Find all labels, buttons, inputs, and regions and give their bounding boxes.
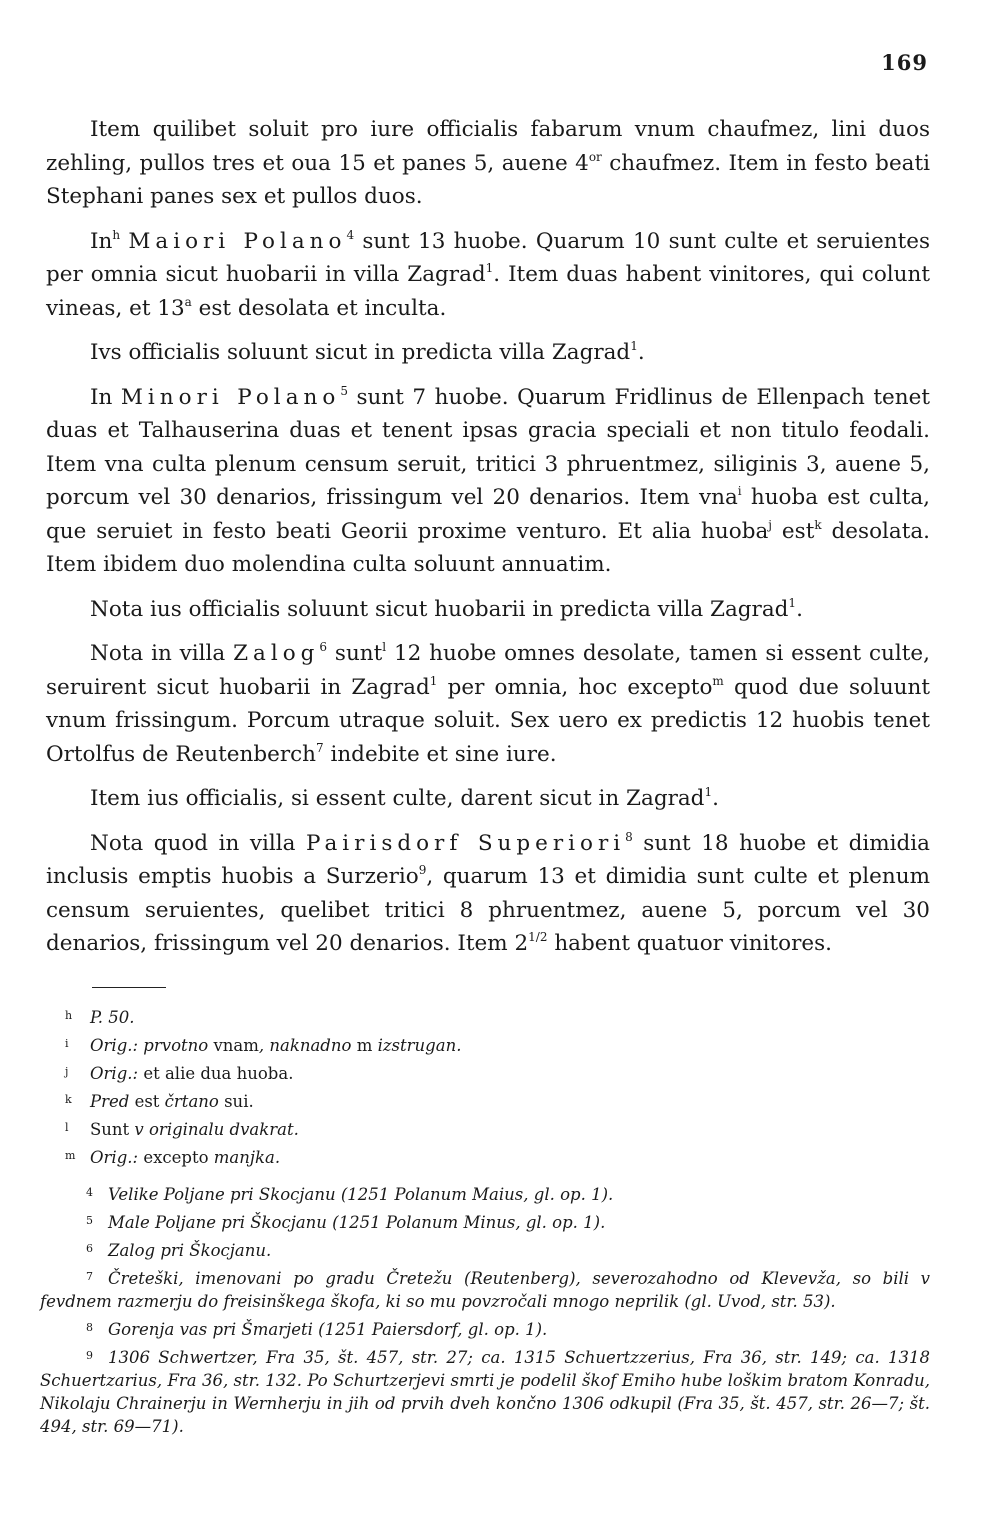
- paragraph-5: Nota ius officialis soluunt sicut huobarii in predicta villa Zagrad$^1$.: [90, 595, 803, 622]
- page-number: 169: [881, 50, 928, 75]
- footnote-6: 6 Zalog pri Škocjanu.: [86, 1241, 272, 1260]
- place-name: Minori Polano: [120, 384, 341, 410]
- main-text: [46, 113, 930, 972]
- paragraph-2: In$^h$ Maiori Polano$^4$ sunt 13 huobe. Quarum 10 sunt culte et seruientes per omnia sicut huobarii in villa Zagrad$^1$. Item duas habent vinitores, qui colunt vineas, et 13$^a$ est desolata et inculta.: [46, 227, 930, 321]
- paragraph-1: Item quilibet soluit pro iure officialis fabarum vnum chaufmez, lini duos zehling, pullos tres et oua 15 et panes 5, auene $4^{or}$ chaufmez. Item in festo beati Stephani panes sex et pullos duos.: [46, 117, 931, 209]
- place-name: Maiori Polano: [128, 228, 347, 254]
- footnote-m: m Orig.: excepto manjka.: [65, 1148, 281, 1167]
- paragraph-4: In Minori Polano$^5$ sunt 7 huobe. Quarum Fridlinus de Ellenpach tenet duas et Talhauserina duas et tenent ipsas gracia speciali et non titulo feodali. Item vna culta plenum censum seruit, tritici 3 phruentmez, siliginis 3, auene 5, porcum vel 30 denarios, frissingum vel 20 denarios. Item vna$^i$ huoba est culta, que seruiet in festo beati Georii proxime venturo. Et alia huoba$^j$ est$^k$ desolata. Item ibidem duo molendina culta soluunt annuatim.: [46, 383, 930, 577]
- paragraph-6: Nota in villa Zalog$^6$ sunt$^l$ 12 huobe omnes desolate, tamen si essent culte, seruirent sicut huobarii in Zagrad$^1$ per omnia, hoc excepto$^m$ quod due soluunt vnum frissingum. Porcum utraque soluit. Sex uero ex predictis 12 huobis tenet Ortolfus de Reutenberch$^7$ indebite et sine iure.: [46, 640, 931, 767]
- paragraph-3: Ivs officialis soluunt sicut in predicta villa Zagrad$^1$.: [90, 339, 645, 365]
- paragraph-8: Nota quod in villa Pairisdorf Superiori$^8$ sunt 18 huobe et dimidia inclusis emptis huobis a Surzerio$^9$, quarum 13 et dimidia sunt culte et plenum censum seruientes, quelibet tritici 8 phruentmez, auene 5, porcum vel 30 denarios, frissingum vel 20 denarios. Item $2^{1/2}$ habent quatuor vinitores.: [46, 829, 930, 956]
- footnote-j: j Orig.: et alie dua huoba.: [65, 1064, 294, 1083]
- place-name: Zalog: [233, 641, 320, 666]
- place-name: Pairisdorf Superiori: [305, 830, 626, 856]
- footnote-h: h P. 50.: [65, 1008, 135, 1027]
- footnote-l: l Sunt v originalu dvakrat.: [65, 1120, 299, 1139]
- footnote-8: 8 Gorenja vas pri Šmarjeti (1251 Paiersdorf, gl. op. 1).: [86, 1320, 548, 1339]
- footnote-9: 9 1306 Schwertzer, Fra 35, št. 457, str. 27; ca. 1315 Schuertzzerius, Fra 36, str. 149; ca. 1318 Schuertzarius, Fra 36, str. 132. Po Schurtzerjevi smrti je podelil škof Emiho hube loškim bratom Konradu, Nikolaju Chrainerju in Wernherju in jih od prvih dveh končno 1306 odkupil (Fra 35, št. 457, str. 26—7; št. 494, str. 69—71).: [40, 1348, 930, 1436]
- footnote-4: 4 Velike Poljane pri Skocjanu (1251 Polanum Maius, gl. op. 1).: [86, 1185, 614, 1204]
- footnote-k: k Pred est črtano sui.: [65, 1092, 254, 1111]
- paragraph-7: Item ius officialis, si essent culte, darent sicut in Zagrad$^1$.: [90, 785, 719, 811]
- footnotes: [40, 1004, 930, 1441]
- footnote-divider: [92, 987, 166, 988]
- footnote-5: 5 Male Poljane pri Škocjanu (1251 Polanum Minus, gl. op. 1).: [86, 1213, 606, 1232]
- footnote-7: 7 Čreteški, imenovani po gradu Čretežu (Reutenberg), severozahodno od Klevevža, so bili v fevdnem razmerju do freisinškega škofa, ki so mu povzročali mnogo neprilik (gl. Uvod, str. 53).: [40, 1269, 930, 1311]
- footnote-i: i Orig.: prvotno vnam, naknadno m izstrugan.: [65, 1036, 462, 1055]
